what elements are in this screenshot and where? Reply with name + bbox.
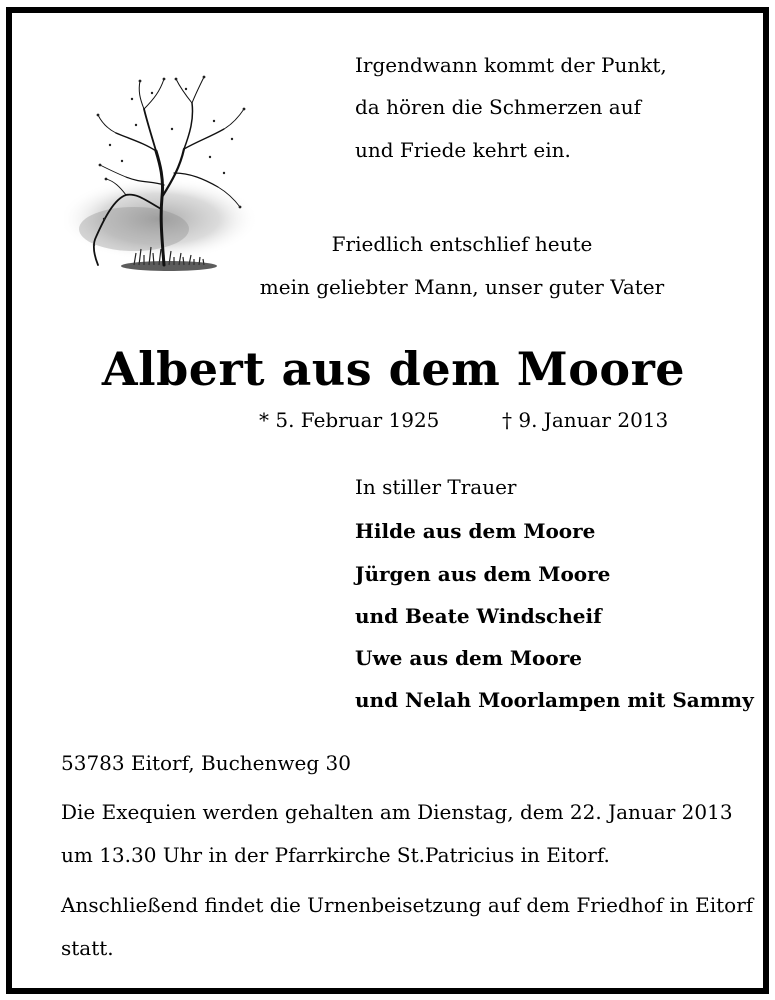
mourning-intro: In stiller Trauer bbox=[355, 475, 517, 499]
service-line-1: Die Exequien werden gehalten am Dienstag, dem 22. Januar 2013 bbox=[61, 800, 733, 824]
announcement-line-1: Friedlich entschlief heute bbox=[331, 232, 593, 256]
poem-line-2: da hören die Schmerzen auf bbox=[355, 95, 641, 119]
poem-line-1: Irgendwann kommt der Punkt, bbox=[355, 53, 667, 77]
deceased-name: Albert aus dem Moore bbox=[101, 342, 686, 396]
poem-line-3: und Friede kehrt ein. bbox=[355, 138, 571, 162]
address: 53783 Eitorf, Buchenweg 30 bbox=[61, 751, 351, 775]
death-date: † 9. Januar 2013 bbox=[502, 408, 669, 432]
mourner-5: und Nelah Moorlampen mit Sammy bbox=[355, 688, 754, 712]
obituary-frame bbox=[6, 7, 769, 994]
mourner-4: Uwe aus dem Moore bbox=[355, 646, 582, 670]
announcement-line-2: mein geliebter Mann, unser guter Vater bbox=[259, 275, 665, 299]
mourner-3: und Beate Windscheif bbox=[355, 604, 602, 628]
tree-illustration bbox=[64, 69, 269, 289]
birth-date: * 5. Februar 1925 bbox=[259, 408, 440, 432]
burial-line-2: statt. bbox=[61, 936, 114, 960]
burial-line-1: Anschließend findet die Urnenbeisetzung auf dem Friedhof in Eitorf bbox=[61, 893, 754, 917]
mourner-1: Hilde aus dem Moore bbox=[355, 519, 596, 543]
mourner-2: Jürgen aus dem Moore bbox=[355, 562, 611, 586]
service-line-2: um 13.30 Uhr in der Pfarrkirche St.Patricius in Eitorf. bbox=[61, 843, 610, 867]
